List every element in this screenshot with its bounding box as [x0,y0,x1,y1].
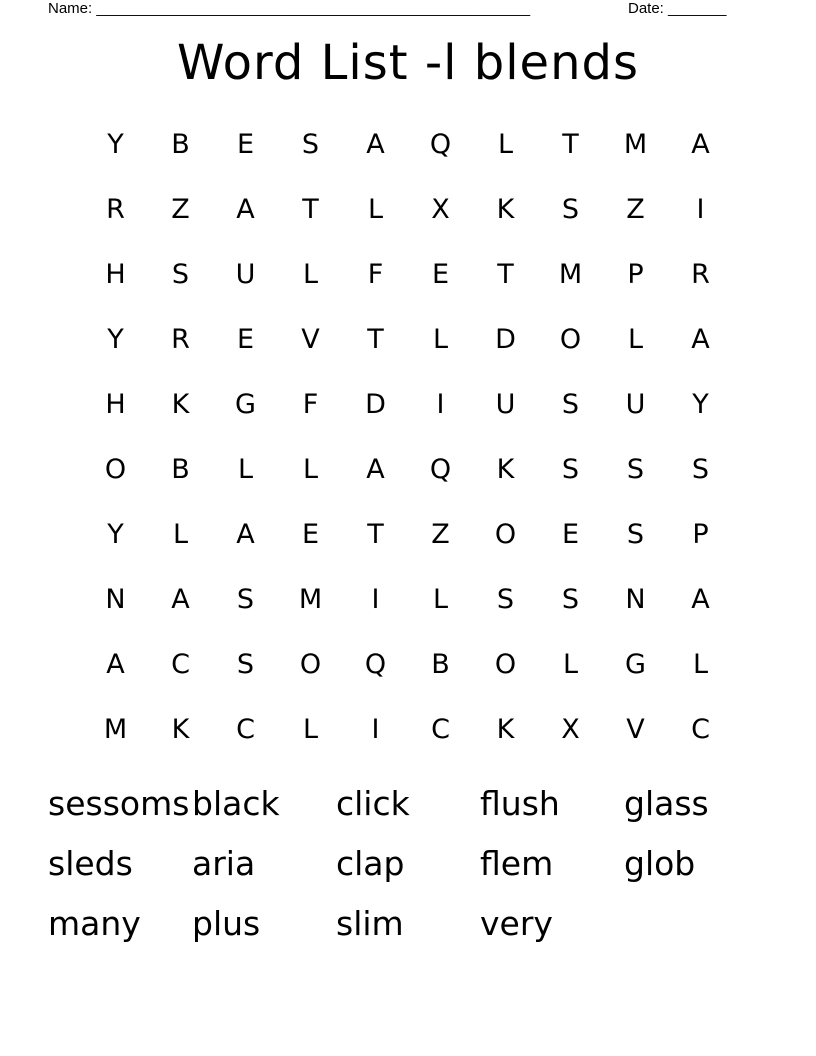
grid-letter[interactable]: T [562,129,579,160]
grid-letter[interactable]: C [691,714,710,745]
grid-letter[interactable]: N [625,584,646,615]
grid-letter[interactable]: Q [364,649,387,680]
grid-letter[interactable]: T [367,519,384,550]
word-list-item: plus [192,904,261,943]
grid-letter[interactable]: Q [429,129,452,160]
grid-letter[interactable]: Y [107,129,124,160]
grid-letter[interactable]: P [692,519,709,550]
grid-letter[interactable]: Y [107,519,124,550]
word-list-item: flem [480,844,554,883]
grid-letter[interactable]: S [691,454,710,485]
grid-letter[interactable]: X [431,194,450,225]
word-list-item: flush [480,784,560,823]
grid-letter[interactable]: S [561,194,580,225]
grid-letter[interactable]: A [691,129,710,160]
grid-letter[interactable]: B [171,129,190,160]
grid-letter[interactable]: M [103,714,128,745]
grid-letter[interactable]: I [436,389,445,420]
grid-letter[interactable]: I [371,714,380,745]
grid-letter[interactable]: A [691,584,710,615]
word-list [48,774,768,954]
grid-letter[interactable]: L [302,714,319,745]
grid-letter[interactable]: K [171,714,190,745]
grid-letter[interactable]: R [106,194,125,225]
grid-letter[interactable]: S [561,454,580,485]
grid-letter[interactable]: B [431,649,450,680]
header-line [48,0,748,20]
grid-letter[interactable]: M [298,584,323,615]
grid-letter[interactable]: O [494,649,517,680]
grid-letter[interactable]: O [299,649,322,680]
grid-letter[interactable]: V [301,324,320,355]
grid-letter[interactable]: L [237,454,254,485]
grid-letter[interactable]: C [431,714,450,745]
name-field-label[interactable]: Name: ____________________________________________________ [48,0,531,17]
grid-letter[interactable]: H [105,259,126,290]
grid-letter[interactable]: Z [626,194,645,225]
grid-letter[interactable]: H [105,389,126,420]
grid-letter[interactable]: A [171,584,190,615]
grid-letter[interactable]: L [367,194,384,225]
grid-letter[interactable]: G [235,389,256,420]
word-list-item: glass [624,784,709,823]
grid-letter[interactable]: S [626,519,645,550]
grid-letter[interactable]: E [301,519,320,550]
grid-letter[interactable]: V [626,714,645,745]
grid-letter[interactable]: K [496,194,515,225]
grid-letter[interactable]: T [367,324,384,355]
grid-letter[interactable]: R [691,259,710,290]
grid-letter[interactable]: C [171,649,190,680]
grid-letter[interactable]: C [236,714,255,745]
grid-letter[interactable]: X [561,714,580,745]
word-list-item: click [336,784,410,823]
grid-letter[interactable]: L [432,324,449,355]
grid-letter[interactable]: M [623,129,648,160]
grid-letter[interactable]: F [302,389,319,420]
grid-letter[interactable]: U [495,389,516,420]
grid-letter[interactable]: L [627,324,644,355]
grid-letter[interactable]: S [561,584,580,615]
grid-letter[interactable]: A [366,454,385,485]
grid-letter[interactable]: L [432,584,449,615]
grid-letter[interactable]: K [171,389,190,420]
grid-letter[interactable]: A [366,129,385,160]
grid-letter[interactable]: T [302,194,319,225]
grid-letter[interactable]: L [302,259,319,290]
grid-letter[interactable]: L [692,649,709,680]
grid-letter[interactable]: K [496,454,515,485]
grid-letter[interactable]: L [497,129,514,160]
grid-letter[interactable]: M [558,259,583,290]
grid-letter[interactable]: E [236,324,255,355]
word-list-item: sleds [48,844,133,883]
grid-letter[interactable]: S [626,454,645,485]
word-list-item: slim [336,904,404,943]
grid-letter[interactable]: S [561,389,580,420]
grid-letter[interactable]: Z [431,519,450,550]
grid-letter[interactable]: O [494,519,517,550]
grid-letter[interactable]: L [172,519,189,550]
grid-letter[interactable]: D [365,389,386,420]
grid-letter[interactable]: U [235,259,256,290]
grid-letter[interactable]: Q [429,454,452,485]
grid-letter[interactable]: O [104,454,127,485]
grid-letter[interactable]: O [559,324,582,355]
word-list-item: clap [336,844,405,883]
grid-letter[interactable]: A [106,649,125,680]
word-list-item: glob [624,844,696,883]
grid-letter[interactable]: L [302,454,319,485]
grid-letter[interactable]: E [561,519,580,550]
grid-letter[interactable]: S [301,129,320,160]
date-field-label[interactable]: Date: _______ [628,0,727,17]
grid-letter[interactable]: L [562,649,579,680]
grid-letter[interactable]: I [696,194,705,225]
grid-letter[interactable]: B [171,454,190,485]
word-list-item: many [48,904,141,943]
grid-letter[interactable]: Z [171,194,190,225]
grid-letter[interactable]: G [625,649,646,680]
grid-letter[interactable]: S [236,649,255,680]
grid-letter[interactable]: S [171,259,190,290]
grid-letter[interactable]: E [236,129,255,160]
grid-letter[interactable]: I [371,584,380,615]
word-list-item: sessoms [48,784,190,823]
letter-grid [83,112,733,762]
grid-letter[interactable]: Y [692,389,709,420]
grid-letter[interactable]: S [496,584,515,615]
grid-letter[interactable]: F [367,259,384,290]
grid-letter[interactable]: N [105,584,126,615]
grid-letter[interactable]: S [236,584,255,615]
grid-letter[interactable]: K [496,714,515,745]
grid-letter[interactable]: E [431,259,450,290]
grid-letter[interactable]: U [625,389,646,420]
word-list-item: black [192,784,280,823]
grid-letter[interactable]: Y [107,324,124,355]
grid-letter[interactable]: D [495,324,516,355]
word-list-item: very [480,904,553,943]
grid-letter[interactable]: A [236,194,255,225]
grid-letter[interactable]: T [497,259,514,290]
grid-letter[interactable]: R [171,324,190,355]
grid-letter[interactable]: P [627,259,644,290]
page-title: Word List -l blends [177,35,639,91]
grid-letter[interactable]: A [236,519,255,550]
grid-letter[interactable]: A [691,324,710,355]
word-list-item: aria [192,844,256,883]
